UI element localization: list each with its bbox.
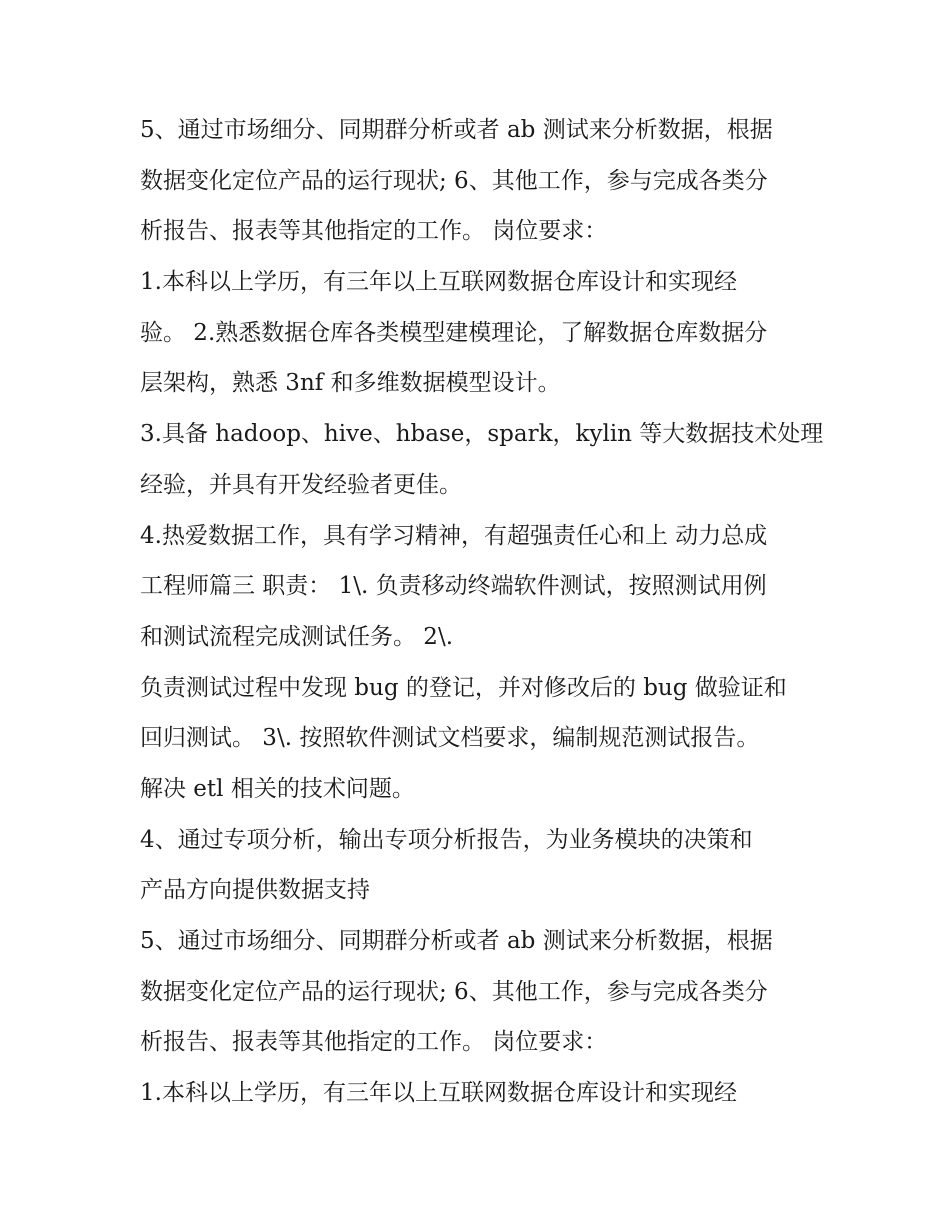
- text-line: 1.本科以上学历，有三年以上互联网数据仓库设计和实现经: [140, 269, 737, 296]
- text-line: 4.热爱数据工作，具有学习精神，有超强责任心和上 动力总成: [140, 522, 768, 549]
- text-line: 析报告、报表等其他指定的工作。 岗位要求：: [140, 218, 608, 245]
- text-line: 1.本科以上学历，有三年以上互联网数据仓库设计和实现经: [140, 1080, 737, 1107]
- text-line: 5、通过市场细分、同期群分析或者 ab 测试来分析数据，根据: [140, 928, 773, 954]
- text-line: 析报告、报表等其他指定的工作。 岗位要求：: [140, 1029, 608, 1056]
- text-line: 验。 2.熟悉数据仓库各类模型建模理论，了解数据仓库数据分: [140, 319, 768, 346]
- document-body: [140, 105, 824, 1119]
- text-line: 数据变化定位产品的运行现状; 6、其他工作，参与完成各类分: [140, 978, 768, 1005]
- text-line: 3.具备 hadoop、hive、hbase，spark，kylin 等大数据技术处理: [140, 421, 824, 448]
- text-line: 负责测试过程中发现 bug 的登记，并对修改后的 bug 做验证和: [140, 674, 787, 701]
- text-line: 层架构，熟悉 3nf 和多维数据模型设计。: [140, 370, 561, 397]
- text-line: 工程师篇三 职责： 1\. 负责移动终端软件测试，按照测试用例: [140, 573, 767, 600]
- text-line: 数据变化定位产品的运行现状; 6、其他工作，参与完成各类分: [140, 167, 768, 194]
- text-line: 和测试流程完成测试任务。 2\.: [140, 623, 454, 650]
- text-line: 解决 etl 相关的技术问题。: [140, 775, 415, 802]
- text-line: 经验，并具有开发经验者更佳。: [140, 471, 462, 498]
- text-line: 产品方向提供数据支持: [140, 877, 370, 904]
- text-line: 4、通过专项分析，输出专项分析报告，为业务模块的决策和: [140, 826, 753, 853]
- text-line: 5、通过市场细分、同期群分析或者 ab 测试来分析数据，根据: [140, 117, 773, 143]
- text-line: 回归测试。 3\. 按照软件测试文档要求，编制规范测试报告。: [140, 725, 760, 752]
